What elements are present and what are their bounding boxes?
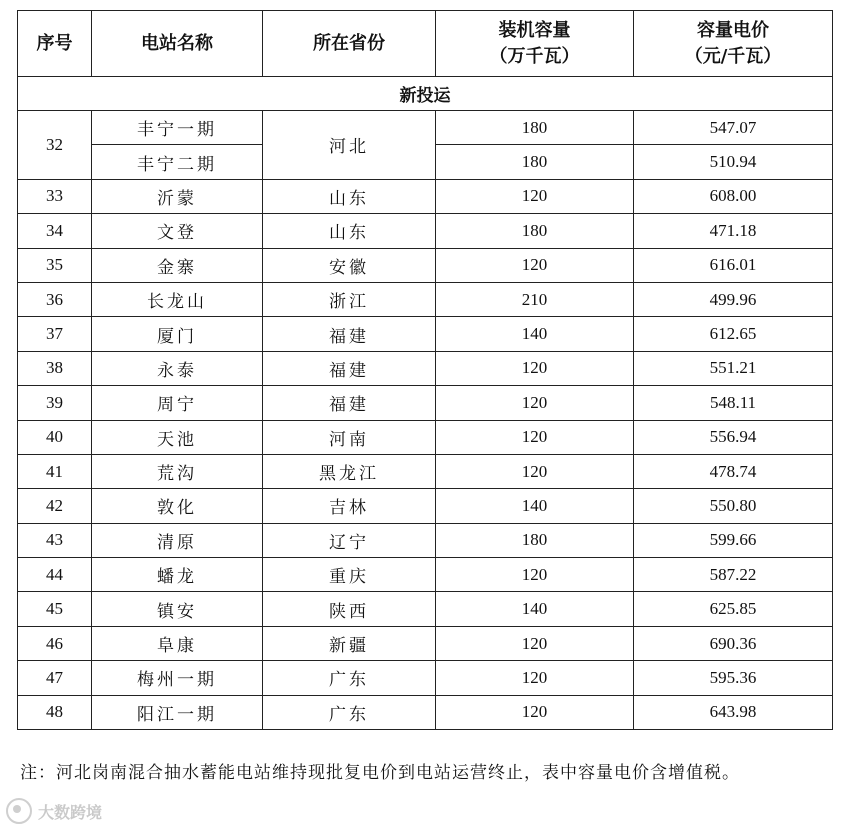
table-header-row [18, 11, 833, 77]
row-price: 550.80 [634, 489, 833, 523]
row-price: 625.85 [634, 592, 833, 626]
table-row [18, 695, 833, 729]
row-province: 吉林 [263, 489, 436, 523]
row-price: 547.07 [634, 111, 833, 145]
table-row [18, 454, 833, 488]
watermark-logo-icon [6, 798, 32, 824]
table-row [18, 351, 833, 385]
header-capacity-line1: 装机容量 [498, 19, 571, 41]
row-price: 643.98 [634, 695, 833, 729]
row-index: 33 [18, 179, 92, 213]
row-index: 46 [18, 626, 92, 660]
row-price: 551.21 [634, 351, 833, 385]
row-province: 山东 [263, 179, 436, 213]
row-capacity: 120 [436, 351, 634, 385]
header-index: 序号 [18, 11, 92, 77]
row-capacity: 120 [436, 454, 634, 488]
row-capacity: 140 [436, 592, 634, 626]
footnote: 注：河北岗南混合抽水蓄能电站维持现批复电价到电站运营终止，表中容量电价含增值税。 [20, 763, 740, 783]
row-index: 45 [18, 592, 92, 626]
row-province: 河北 [263, 111, 436, 180]
table-row [18, 179, 833, 213]
row-province: 福建 [263, 317, 436, 351]
row-capacity: 120 [436, 695, 634, 729]
table-row [18, 386, 833, 420]
table-row [18, 420, 833, 454]
header-price-line1: 容量电价 [697, 19, 769, 41]
watermark-text: 大数跨境 [38, 802, 103, 822]
row-station-name: 镇安 [92, 592, 263, 626]
row-station-name: 阳江一期 [92, 695, 263, 729]
row-station-name: 敦化 [92, 489, 263, 523]
section-title: 新投运 [18, 77, 833, 111]
row-province: 福建 [263, 351, 436, 385]
row-province: 山东 [263, 214, 436, 248]
row-capacity: 120 [436, 661, 634, 695]
row-index: 38 [18, 351, 92, 385]
row-index: 41 [18, 454, 92, 488]
row-index: 39 [18, 386, 92, 420]
row-station-name: 阜康 [92, 626, 263, 660]
row-station-name: 金寨 [92, 248, 263, 282]
row-capacity: 120 [436, 420, 634, 454]
row-province: 福建 [263, 386, 436, 420]
row-index: 32 [18, 111, 92, 180]
row-index: 37 [18, 317, 92, 351]
row-station-name: 长龙山 [92, 282, 263, 316]
row-province: 辽宁 [263, 523, 436, 557]
row-price: 548.11 [634, 386, 833, 420]
row-capacity: 120 [436, 248, 634, 282]
row-capacity: 120 [436, 558, 634, 592]
header-capacity [436, 11, 634, 77]
row-price: 690.36 [634, 626, 833, 660]
row-price: 616.01 [634, 248, 833, 282]
row-station-name: 清原 [92, 523, 263, 557]
row-province: 广东 [263, 661, 436, 695]
row-capacity: 120 [436, 386, 634, 420]
header-province: 所在省份 [263, 11, 436, 77]
row-capacity: 210 [436, 282, 634, 316]
row-station-name: 沂蒙 [92, 179, 263, 213]
row-capacity: 140 [436, 489, 634, 523]
section-row [18, 77, 833, 111]
row-price: 587.22 [634, 558, 833, 592]
table-row [18, 558, 833, 592]
row-province: 重庆 [263, 558, 436, 592]
row-index: 47 [18, 661, 92, 695]
row-province: 新疆 [263, 626, 436, 660]
row-index: 44 [18, 558, 92, 592]
row-station-name: 丰宁二期 [92, 145, 263, 179]
row-station-name: 天池 [92, 420, 263, 454]
row-capacity: 180 [436, 111, 634, 145]
row-index: 42 [18, 489, 92, 523]
table-row [18, 317, 833, 351]
header-price-line2: （元/千瓦） [684, 45, 782, 67]
table-row [18, 111, 833, 145]
row-price: 556.94 [634, 420, 833, 454]
capacity-price-table [17, 10, 833, 730]
header-price [634, 11, 833, 77]
row-capacity: 120 [436, 179, 634, 213]
row-station-name: 永泰 [92, 351, 263, 385]
row-price: 499.96 [634, 282, 833, 316]
table-row [18, 523, 833, 557]
table-row [18, 282, 833, 316]
row-price: 510.94 [634, 145, 833, 179]
row-capacity: 180 [436, 214, 634, 248]
table-row [18, 626, 833, 660]
row-index: 43 [18, 523, 92, 557]
header-capacity-line2: （万千瓦） [489, 45, 580, 67]
table-row [18, 489, 833, 523]
row-index: 35 [18, 248, 92, 282]
row-station-name: 梅州一期 [92, 661, 263, 695]
row-price: 599.66 [634, 523, 833, 557]
table-row [18, 248, 833, 282]
row-province: 黑龙江 [263, 454, 436, 488]
row-station-name: 文登 [92, 214, 263, 248]
header-name: 电站名称 [92, 11, 263, 77]
row-price: 471.18 [634, 214, 833, 248]
row-price: 608.00 [634, 179, 833, 213]
row-province: 广东 [263, 695, 436, 729]
row-capacity: 180 [436, 523, 634, 557]
row-index: 48 [18, 695, 92, 729]
row-price: 478.74 [634, 454, 833, 488]
row-price: 612.65 [634, 317, 833, 351]
row-station-name: 蟠龙 [92, 558, 263, 592]
row-index: 36 [18, 282, 92, 316]
row-province: 河南 [263, 420, 436, 454]
row-province: 浙江 [263, 282, 436, 316]
row-capacity: 140 [436, 317, 634, 351]
table-row [18, 592, 833, 626]
row-province: 陕西 [263, 592, 436, 626]
row-index: 40 [18, 420, 92, 454]
table-row [18, 661, 833, 695]
row-station-name: 荒沟 [92, 454, 263, 488]
row-price: 595.36 [634, 661, 833, 695]
watermark [6, 798, 102, 824]
row-station-name: 周宁 [92, 386, 263, 420]
row-capacity: 120 [436, 626, 634, 660]
row-station-name: 厦门 [92, 317, 263, 351]
row-province: 安徽 [263, 248, 436, 282]
table-row [18, 214, 833, 248]
row-index: 34 [18, 214, 92, 248]
row-capacity: 180 [436, 145, 634, 179]
row-station-name: 丰宁一期 [92, 111, 263, 145]
